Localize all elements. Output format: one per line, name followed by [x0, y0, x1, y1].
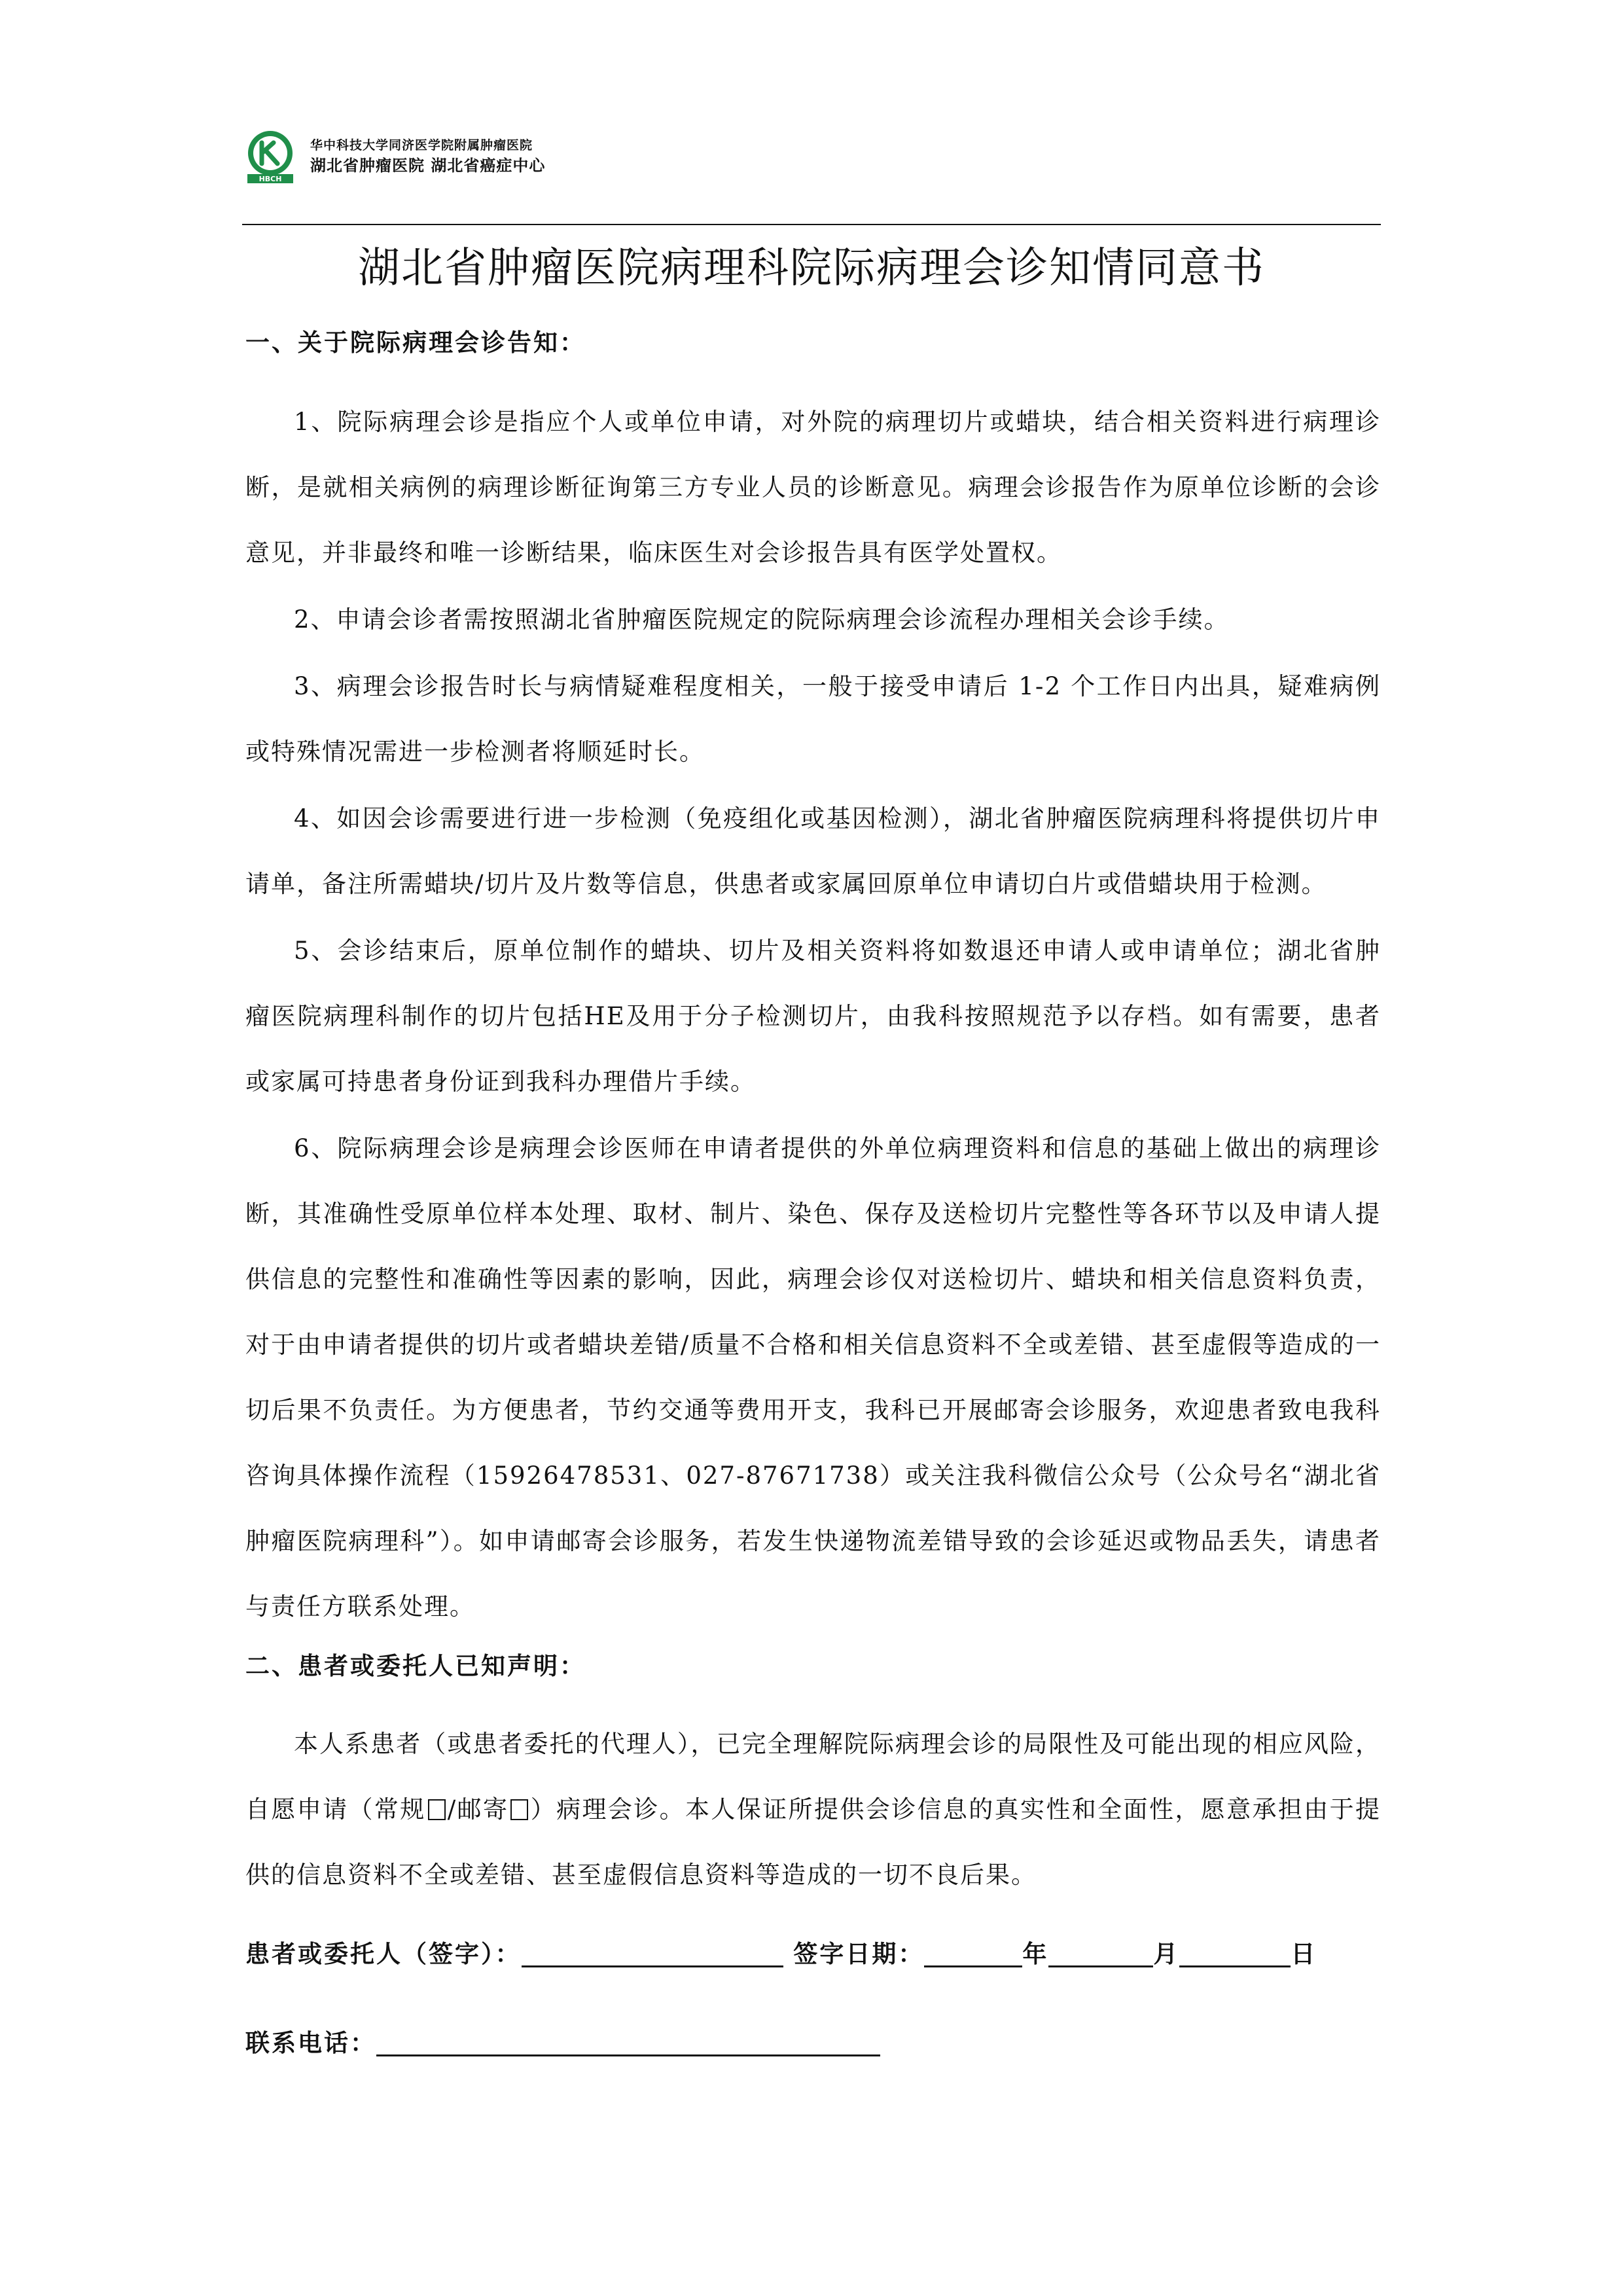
- mail-consult-checkbox[interactable]: [510, 1799, 528, 1820]
- document-body: [245, 324, 1381, 2062]
- notice-item-2: 2、申请会诊者需按照湖北省肿瘤医院规定的院际病理会诊流程办理相关会诊手续。: [294, 605, 1230, 634]
- declaration-text-after: ）病理会诊。本人保证所提供会诊信息的真实性和全面性，愿意承担由于提供的信息资料不全或差错、甚至虚假信息资料等造成的一切不良后果。: [245, 1795, 1382, 1889]
- logo-text: HBCH: [259, 175, 282, 183]
- phone-row: [245, 2023, 1381, 2062]
- sign-date-label: 签字日期：: [793, 1939, 925, 1968]
- day-label: 日: [1291, 1939, 1317, 1968]
- day-field[interactable]: [1179, 1935, 1291, 1967]
- signature-row: [245, 1934, 1381, 1973]
- notice-item-4: 4、如因会诊需要进行进一步检测（免疫组化或基因检测），湖北省肿瘤医院病理科将提供切片申请单，备注所需蜡块/切片及片数等信息，供患者或家属回原单位申请切白片或借蜡块用于检测。: [245, 804, 1381, 898]
- month-field[interactable]: [1048, 1935, 1153, 1967]
- signer-signature-field[interactable]: [522, 1935, 783, 1967]
- letterhead: [242, 128, 545, 185]
- signer-label: 患者或委托人（签字）：: [245, 1939, 522, 1968]
- year-field[interactable]: [924, 1935, 1022, 1967]
- year-label: 年: [1022, 1939, 1049, 1968]
- month-label: 月: [1153, 1939, 1180, 1968]
- section1-heading: 一、关于院际病理会诊告知：: [245, 328, 586, 357]
- declaration-paragraph: [245, 1712, 1381, 1908]
- phone-field[interactable]: [376, 2024, 880, 2056]
- notice-item-3: 3、病理会诊报告时长与病情疑难程度相关，一般于接受申请后 1-2 个工作日内出具，疑难病例或特殊情况需进一步检测者将顺延时长。: [245, 672, 1381, 766]
- phone-label: 联系电话：: [245, 2028, 376, 2057]
- notice-item-5: 5、会诊结束后，原单位制作的蜡块、切片及相关资料将如数退还申请人或申请单位；湖北省肿瘤医院病理科制作的切片包括HE及用于分子检测切片，由我科按照规范予以存档。如有需要，患者或家属可持患者身份证到我科办理借片手续。: [245, 937, 1381, 1096]
- document-title: 湖北省肿瘤医院病理科院际病理会诊知情同意书: [358, 244, 1265, 293]
- hospital-names: [310, 136, 545, 177]
- section2-heading: 二、患者或委托人已知声明：: [245, 1651, 586, 1680]
- routine-consult-checkbox[interactable]: [428, 1799, 446, 1820]
- declaration-text-middle: /邮寄: [447, 1795, 509, 1823]
- hospital-name-line2: 湖北省肿瘤医院 湖北省癌症中心: [310, 156, 546, 175]
- header-divider: [242, 224, 1381, 225]
- notice-item-6: 6、院际病理会诊是病理会诊医师在申请者提供的外单位病理资料和信息的基础上做出的病理诊断，其准确性受原单位样本处理、取材、制片、染色、保存及送检切片完整性等各环节以及申请人提供信息的完整性和准确性等因素的影响，因此，病理会诊仅对送检切片、蜡块和相关信息资料负责，对于由申请者提供的切片或者蜡块差错/质量不合格和相关信息资料不全或差错、甚至虚假等造成的一切后果不负责任。为方便患者，节约交通等费用开支，我科已开展邮寄会诊服务，欢迎患者致电我科咨询具体操作流程（15926478531、027-87671738）或关注我科微信公众号（公众号名“湖北省肿瘤医院病理科”）。如申请邮寄会诊服务，若发生快递物流差错导致的会诊延迟或物品丢失，请患者与责任方联系处理。: [245, 1134, 1381, 1621]
- hospital-logo-icon: [242, 128, 298, 185]
- notice-item-1: 1、院际病理会诊是指应个人或单位申请，对外院的病理切片或蜡块，结合相关资料进行病理诊断，是就相关病例的病理诊断征询第三方专业人员的诊断意见。病理会诊报告作为原单位诊断的会诊意见，并非最终和唯一诊断结果，临床医生对会诊报告具有医学处置权。: [245, 408, 1381, 567]
- declaration-text-before: 本人系患者（或患者委托的代理人），已完全理解院际病理会诊的局限性及可能出现的相应风险，自愿申请（常规: [245, 1730, 1381, 1823]
- hospital-name-line1: 华中科技大学同济医学院附属肿瘤医院: [310, 138, 533, 152]
